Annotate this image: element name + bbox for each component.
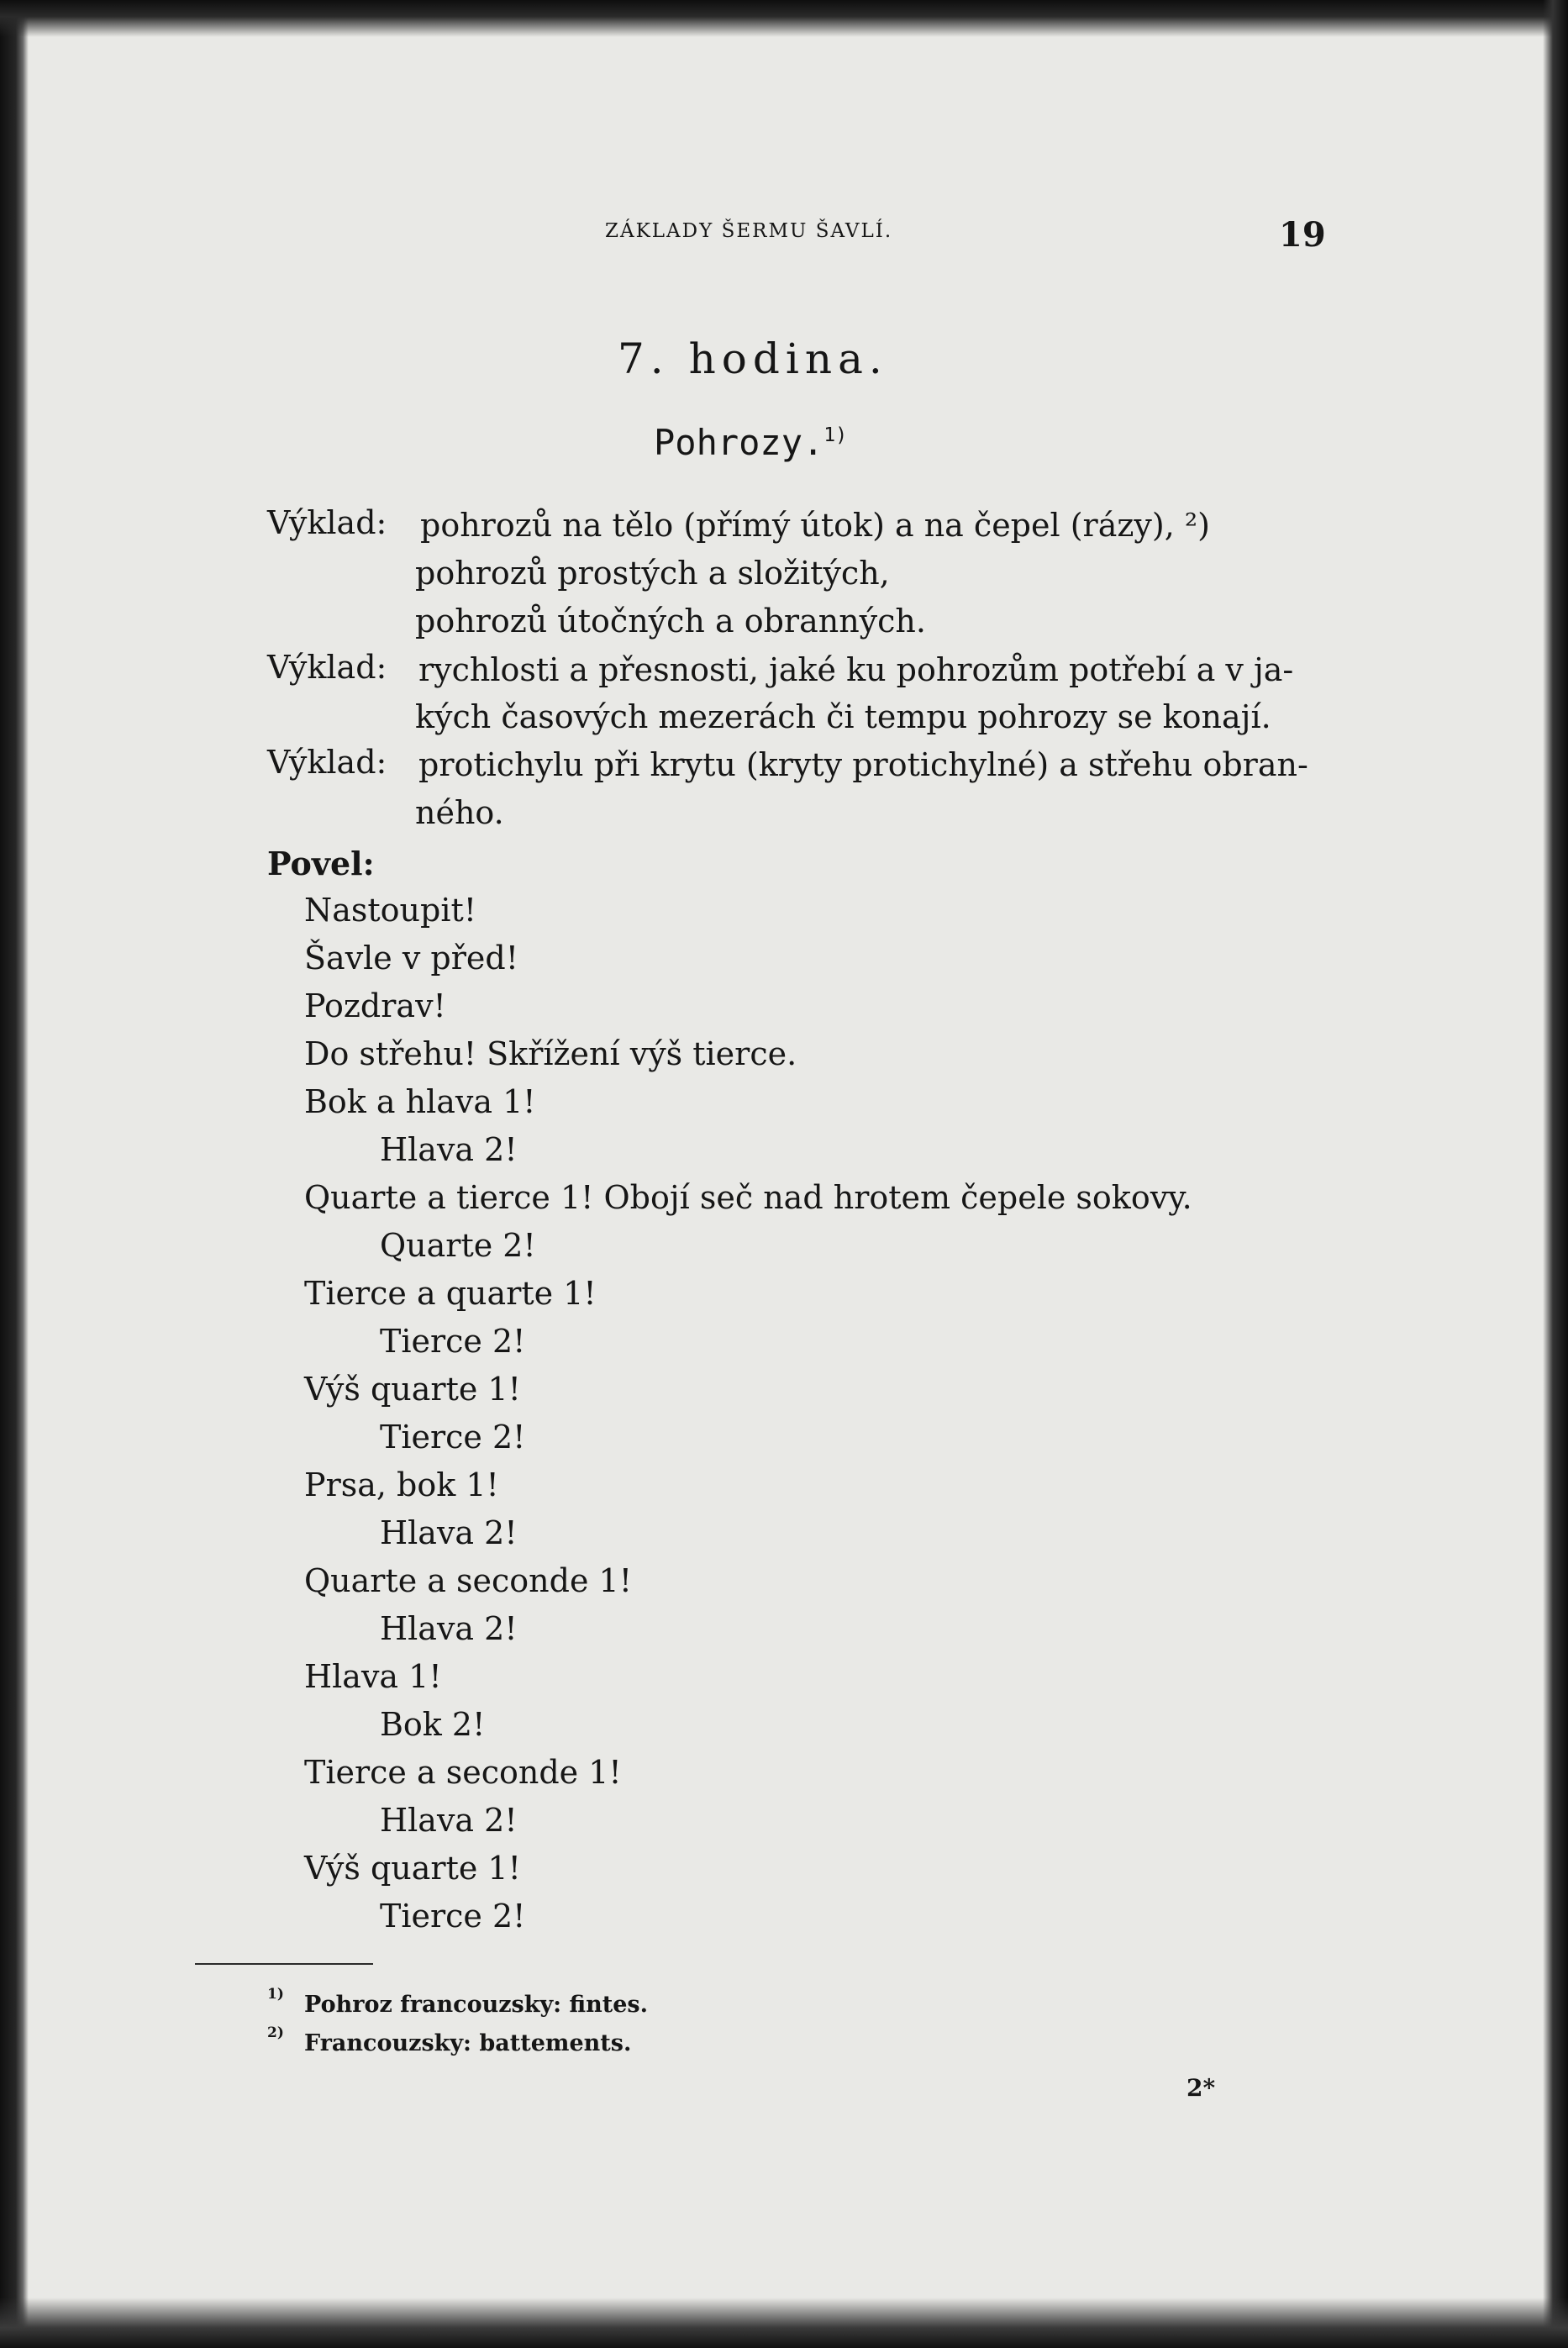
running-head: ZÁKLADY ŠERMU ŠAVLÍ.	[605, 220, 893, 242]
command-line: Výš quarte 1!	[304, 1371, 521, 1408]
footnote	[267, 2024, 632, 2056]
command-line: Tierce 2!	[380, 1898, 526, 1935]
command-line: Bok 2!	[380, 1706, 486, 1743]
command-line: Do střehu! Skřížení výš tierce.	[304, 1035, 797, 1072]
footnote-rule	[195, 1963, 373, 1965]
command-line: Hlava 2!	[380, 1131, 518, 1168]
commands-label: Povel:	[267, 845, 375, 882]
command-line: Hlava 2!	[380, 1802, 518, 1839]
scan-border-right	[1543, 0, 1568, 2348]
command-line: Quarte a seconde 1!	[304, 1562, 632, 1599]
explanation-line: pohrozů prostých a složitých,	[415, 555, 890, 592]
command-line: Tierce a quarte 1!	[304, 1275, 597, 1312]
explanation-label: Výklad:	[267, 744, 387, 781]
footnote-mark: 1)	[267, 1986, 284, 2003]
section-title	[654, 422, 847, 463]
explanation-line: pohrozů útočných a obranných.	[415, 603, 926, 640]
explanation-line: rychlosti a přesnosti, jaké ku pohrozům potřebí a v ja-	[418, 651, 1294, 688]
command-line: Tierce a seconde 1!	[304, 1754, 622, 1791]
command-line: Quarte 2!	[380, 1227, 536, 1264]
explanation-line: protichylu při krytu (kryty protichylné) a střehu obran-	[418, 746, 1308, 783]
footnote-text: Pohroz francouzsky: fintes.	[304, 1992, 649, 2018]
command-line: Bok a hlava 1!	[304, 1083, 536, 1120]
explanation-label: Výklad:	[267, 649, 387, 686]
scan-border-top	[0, 0, 1568, 37]
explanation-line: pohrozů na tělo (přímý útok) a na čepel (rázy), ²)	[420, 507, 1210, 544]
scan-border-left	[0, 0, 29, 2348]
command-line: Výš quarte 1!	[304, 1850, 521, 1887]
command-line: Šavle v před!	[304, 940, 518, 977]
explanation-label: Výklad:	[267, 504, 387, 541]
command-line: Hlava 2!	[380, 1610, 518, 1647]
scan-border-bottom	[0, 2298, 1568, 2348]
section-footnote-ref: 1)	[823, 424, 848, 446]
footnote	[267, 1986, 649, 2018]
command-line: Hlava 1!	[304, 1658, 442, 1695]
page-number: 19	[1279, 215, 1326, 255]
command-line: Hlava 2!	[380, 1514, 518, 1551]
command-line: Quarte a tierce 1! Obojí seč nad hrotem čepele sokovy.	[304, 1179, 1192, 1216]
command-line: Tierce 2!	[380, 1419, 526, 1456]
command-line: Prsa, bok 1!	[304, 1466, 499, 1503]
explanation-line: kých časových mezerách či tempu pohrozy se konají.	[415, 698, 1271, 735]
explanation-line: ného.	[415, 794, 504, 831]
signature-mark: 2*	[1187, 2074, 1216, 2102]
footnote-text: Francouzsky: battements.	[304, 2030, 632, 2056]
command-line: Tierce 2!	[380, 1323, 526, 1360]
section-title-text: Pohrozy.	[654, 422, 824, 463]
command-line: Nastoupit!	[304, 892, 477, 929]
footnote-mark: 2)	[267, 2024, 284, 2041]
command-line: Pozdrav!	[304, 987, 446, 1024]
lesson-title: 7. hodina.	[618, 334, 888, 383]
